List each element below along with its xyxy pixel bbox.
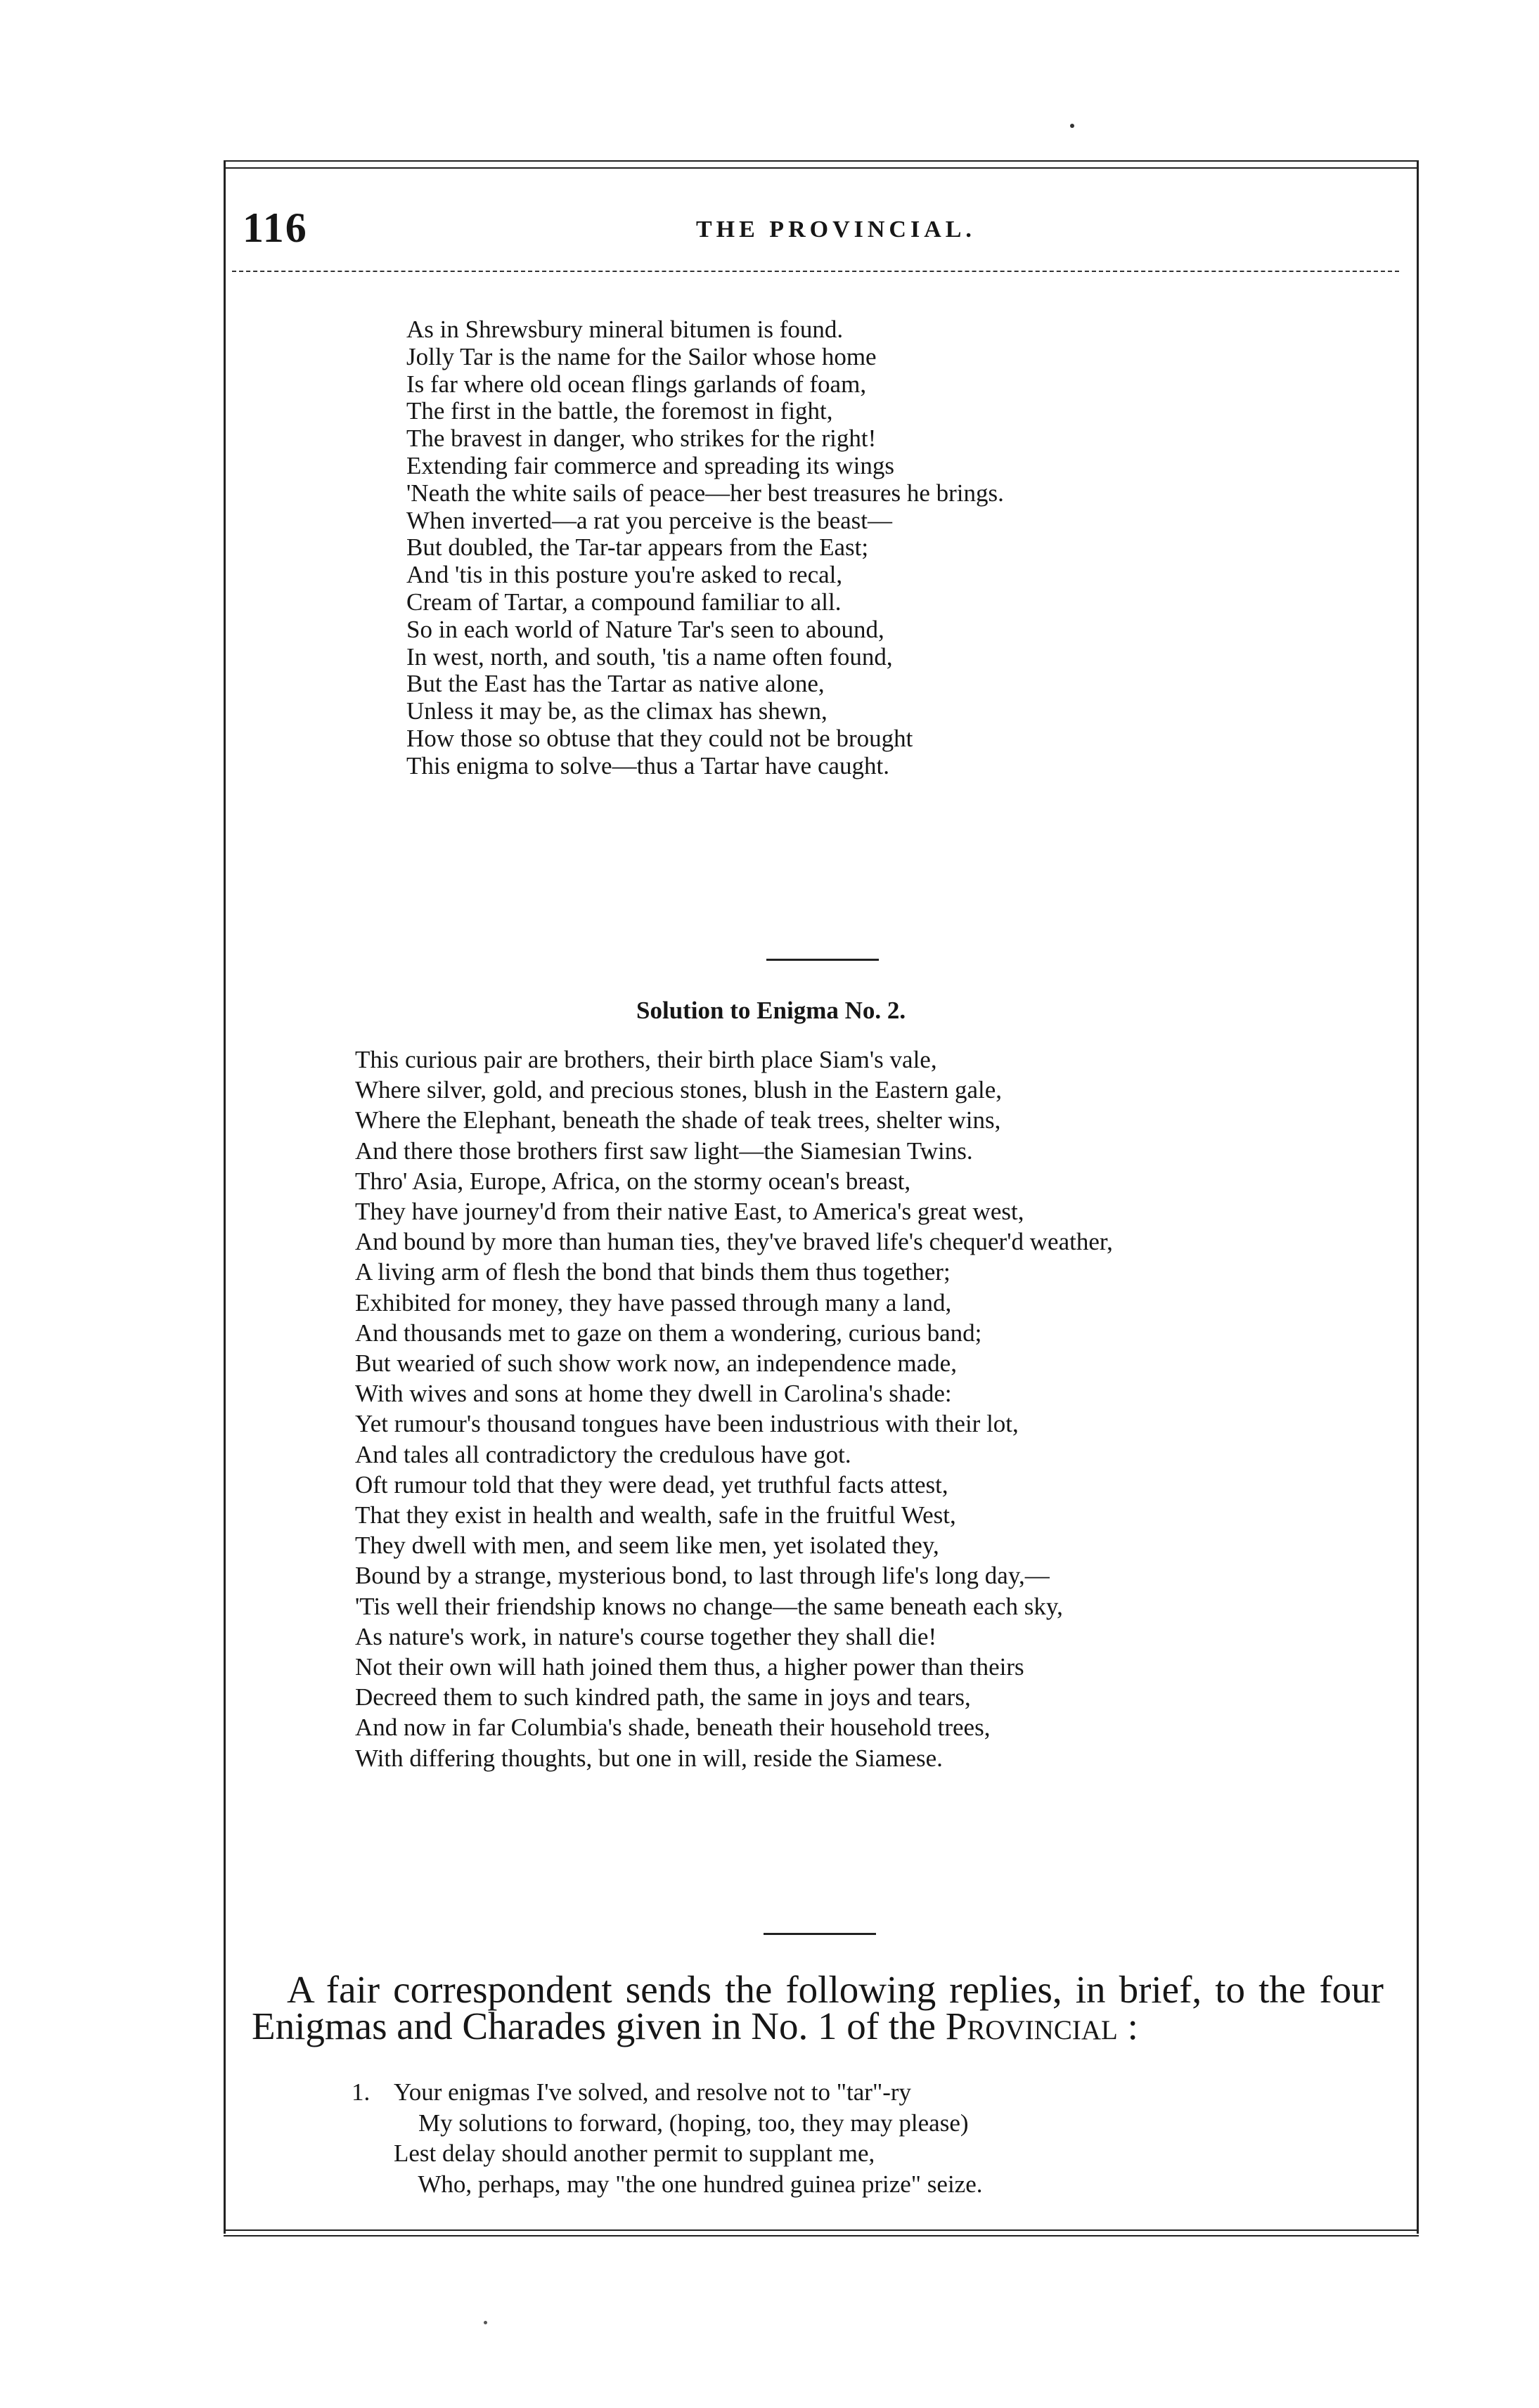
verse-line: And tales all contradictory the credulous have got. xyxy=(355,1440,851,1468)
verse-line: As in Shrewsbury mineral bitumen is found. xyxy=(406,316,844,343)
verse-line: Extending fair commerce and spreading its wings xyxy=(406,451,894,479)
correspondent-line-1: A fair correspondent sends the following replies, in brief, to the four xyxy=(287,1968,1384,2011)
verse-line: With wives and sons at home they dwell in Carolina's shade: xyxy=(355,1380,952,1408)
verse-line: In west, north, and south, 'tis a name often found, xyxy=(406,642,893,671)
verse-line: And there those brothers first saw light—the Siamesian Twins. xyxy=(355,1137,973,1165)
verse-line: Bound by a strange, mysterious bond, to last through life's long day,— xyxy=(355,1562,1050,1590)
verse-line: And bound by more than human ties, they've braved life's chequer'd weather, xyxy=(355,1228,1113,1256)
correspondent-paragraph xyxy=(252,1968,1384,2047)
verse-line: They have journey'd from their native East, to America's great west, xyxy=(355,1198,1024,1226)
verse-line: Is far where old ocean flings garlands of foam, xyxy=(406,370,867,398)
running-title: THE PROVINCIAL. xyxy=(696,216,976,242)
verse-line: This enigma to solve—thus a Tartar have caught. xyxy=(406,751,889,779)
verse-line: Lest delay should another permit to supplant me, xyxy=(394,2140,875,2167)
verse-line: But doubled, the Tar-tar appears from the East; xyxy=(406,533,869,562)
section-separator xyxy=(766,959,879,961)
correspondent-line-2-end: : xyxy=(1117,2005,1138,2047)
top-border-rule xyxy=(224,160,1419,162)
verse-line: The first in the battle, the foremost in fight, xyxy=(406,397,833,425)
stray-ink-dot xyxy=(484,2321,487,2324)
verse-line: When inverted—a rat you perceive is the beast— xyxy=(406,506,892,534)
correspondent-line-2 xyxy=(252,2005,1384,2047)
verse-line: Exhibited for money, they have passed through many a land, xyxy=(355,1288,952,1316)
verse-line: Oft rumour told that they were dead, yet truthful facts attest, xyxy=(355,1470,948,1498)
top-border-rule-inner xyxy=(224,167,1419,169)
verse-line: Decreed them to such kindred path, the same in joys and tears, xyxy=(355,1683,971,1711)
publication-name: Provincial xyxy=(945,2005,1118,2047)
verse-line: With differing thoughts, but one in will, reside the Siamese. xyxy=(355,1744,943,1772)
page-number: 116 xyxy=(243,205,308,251)
verse-line: 'Tis well their friendship knows no change—the same beneath each sky, xyxy=(355,1592,1063,1620)
bottom-border-rule xyxy=(224,2229,1419,2231)
verse-line: But wearied of such show work now, an independence made, xyxy=(355,1349,957,1378)
verse-line: And 'tis in this posture you're asked to recal, xyxy=(406,561,843,589)
verse-line: Cream of Tartar, a compound familiar to all. xyxy=(406,588,842,616)
stray-ink-dot xyxy=(1070,124,1074,128)
verse-line: And now in far Columbia's shade, beneath their household trees, xyxy=(355,1714,991,1742)
section-separator xyxy=(764,1933,876,1935)
correspondent-line-2-text: Enigmas and Charades given in No. 1 of the xyxy=(252,2005,946,2047)
verse-line: And thousands met to gaze on them a wondering, curious band; xyxy=(355,1319,982,1347)
verse-line: They dwell with men, and seem like men, yet isolated they, xyxy=(355,1532,939,1560)
verse-line: How those so obtuse that they could not be brought xyxy=(406,724,913,752)
verse-line: Where the Elephant, beneath the shade of teak trees, shelter wins, xyxy=(355,1106,1001,1134)
verse-line: So in each world of Nature Tar's seen to abound, xyxy=(406,615,884,643)
enigma-verse xyxy=(406,316,1004,780)
verse-line: The bravest in danger, who strikes for the right! xyxy=(406,425,877,453)
reply-number: 1. xyxy=(352,2078,371,2106)
header-rule xyxy=(232,271,1399,272)
verse-line: Jolly Tar is the name for the Sailor whose home xyxy=(406,342,877,370)
reply-verse xyxy=(394,2077,983,2199)
verse-line: Unless it may be, as the climax has shewn, xyxy=(406,697,828,725)
verse-line: A living arm of flesh the bond that binds them thus together; xyxy=(355,1258,951,1286)
bottom-border-rule-outer xyxy=(224,2235,1419,2237)
verse-line: This curious pair are brothers, their birth place Siam's vale, xyxy=(355,1046,937,1073)
verse-line: 'Neath the white sails of peace—her best treasures he brings. xyxy=(406,479,1004,507)
verse-line: As nature's work, in nature's course together they shall die! xyxy=(355,1622,937,1650)
verse-line: Your enigmas I've solved, and resolve not to "tar"-ry xyxy=(394,2078,912,2106)
verse-line: That they exist in health and wealth, safe in the fruitful West, xyxy=(355,1501,956,1529)
solution-verse xyxy=(355,1044,1113,1773)
verse-line: Where silver, gold, and precious stones, blush in the Eastern gale, xyxy=(355,1076,1003,1104)
verse-line: Not their own will hath joined them thus, a higher power than theirs xyxy=(355,1653,1024,1681)
verse-line: Yet rumour's thousand tongues have been industrious with their lot, xyxy=(355,1410,1019,1438)
verse-line: But the East has the Tartar as native alone, xyxy=(406,670,825,698)
solution-heading: Solution to Enigma No. 2. xyxy=(636,997,906,1024)
verse-line: Who, perhaps, may "the one hundred guinea prize" seize. xyxy=(394,2170,983,2198)
verse-line: Thro' Asia, Europe, Africa, on the stormy ocean's breast, xyxy=(355,1167,911,1195)
verse-line: My solutions to forward, (hoping, too, they may please) xyxy=(394,2109,969,2137)
